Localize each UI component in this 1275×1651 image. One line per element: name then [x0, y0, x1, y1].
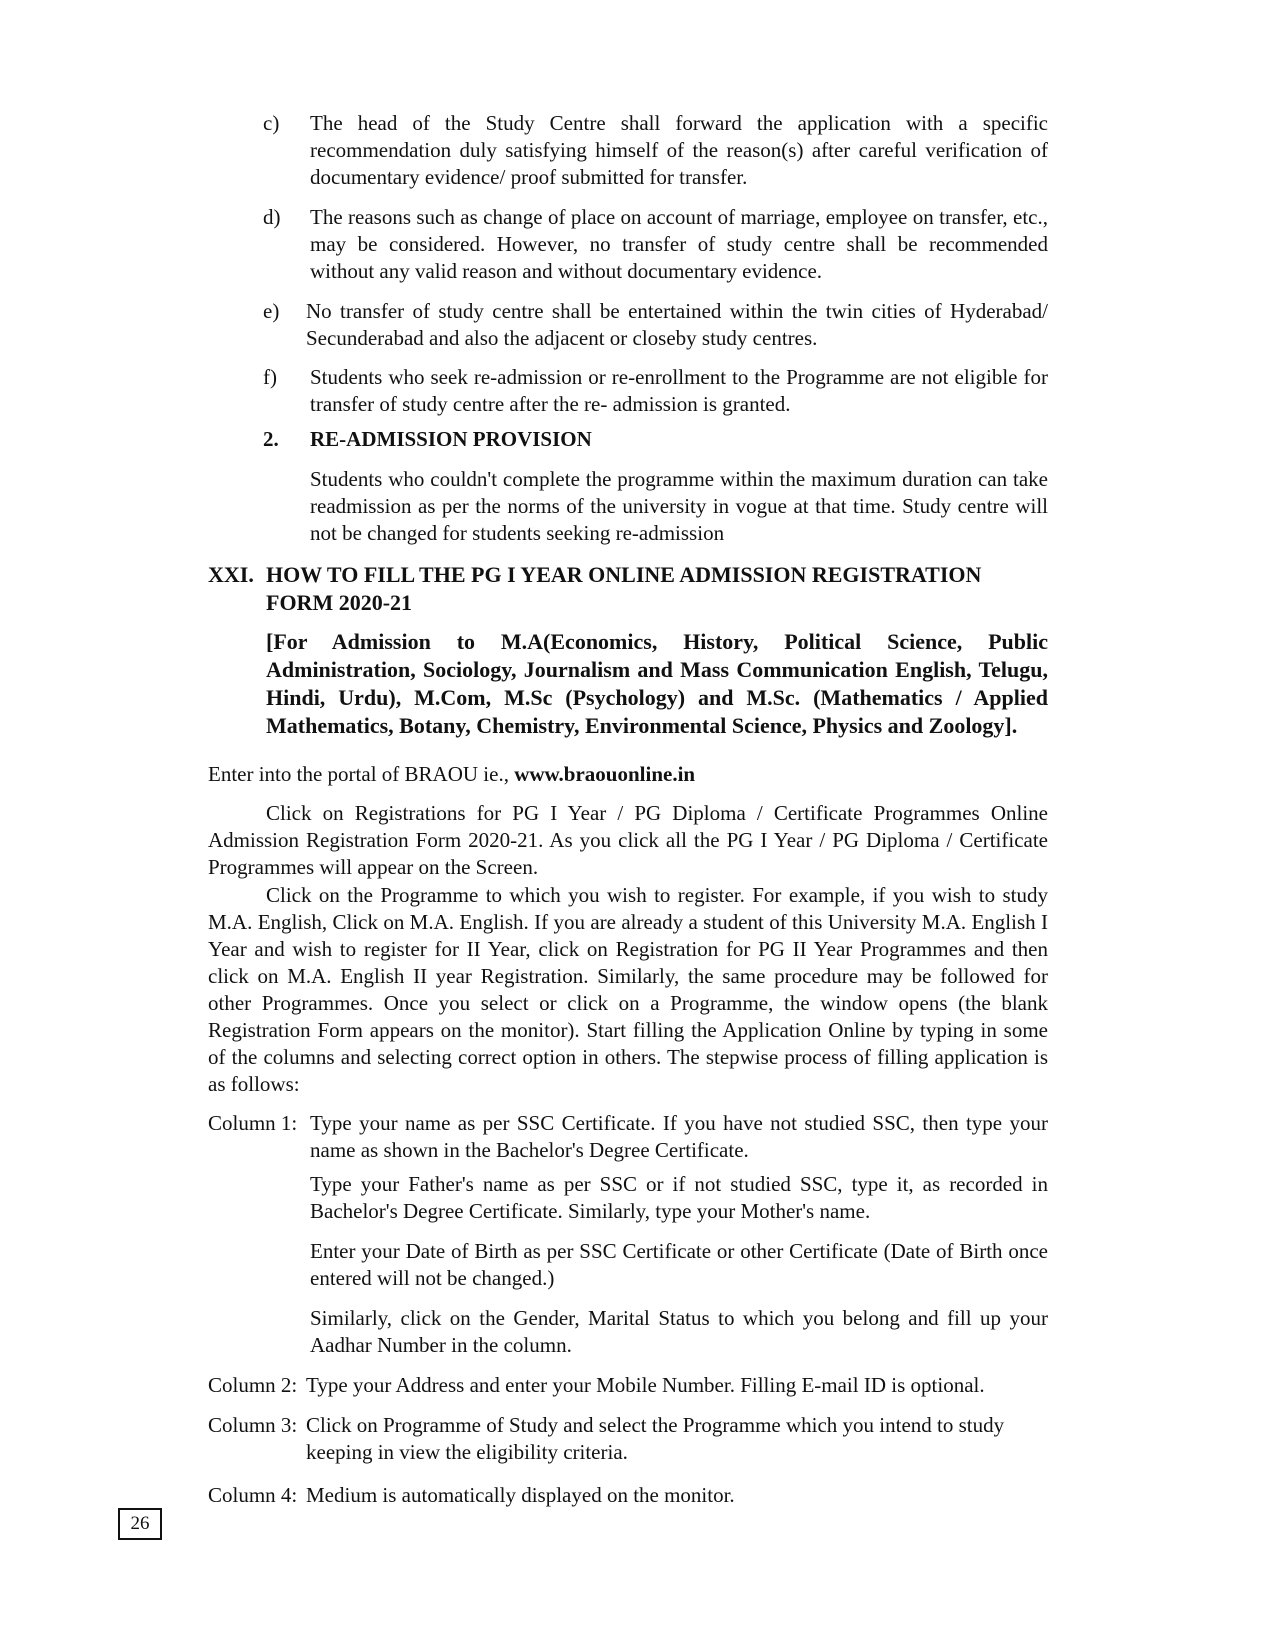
column-2-label: Column 2: — [208, 1373, 298, 1397]
paragraph-programme-selection: Click on the Programme to which you wish to register. For example, if you wish to study M.A. English, Click on M.A. English. If you are already a student of this University M.A. English I Year and wish to register for II Year, click on Registration for PG II Year Programmes and then click on M.A. English II year Registration. Similarly, the same procedure may be followed for other Programmes. Once you select or click on a Programme, the window opens (the blank Registration Form appears on the monitor). Start filling the Application Online by typing in some of the columns and selecting correct option in others. The stepwise process of filling application is as follows: — [208, 883, 1048, 1096]
page-number: 26 — [118, 1508, 162, 1540]
section-xxi-number: XXI. — [208, 562, 254, 587]
column-1-text-parents: Type your Father's name as per SSC or if not studied SSC, type it, as recorded in Bachelor's Degree Certificate. Similarly, type your Mother's name. — [310, 1172, 1048, 1223]
item-marker-d: d) — [263, 205, 281, 229]
item-text-c: The head of the Study Centre shall forward the application with a specific recommendation duly satisfying himself of the reason(s) after careful verification of documentary evidence/ proof submitted for transfer. — [310, 111, 1048, 189]
item-marker-f: f) — [263, 365, 277, 389]
item-text-d: The reasons such as change of place on account of marriage, employee on transfer, etc., may be considered. However, no transfer of study centre shall be recommended without any valid reason and without documentary evidence. — [310, 205, 1048, 283]
readmission-text: Students who couldn't complete the programme within the maximum duration can take readmission as per the norms of the university in vogue at that time. Study centre will not be changed for students seeking re-admission — [310, 467, 1048, 545]
column-1-text-name: Type your name as per SSC Certificate. If you have not studied SSC, then type your name as shown in the Bachelor's Degree Certificate. — [310, 1111, 1048, 1162]
readmission-number: 2. — [263, 427, 279, 451]
column-3-label: Column 3: — [208, 1413, 298, 1437]
item-text-e: No transfer of study centre shall be entertained within the twin cities of Hyderabad/ Secunderabad and also the adjacent or closeby study centres. — [306, 299, 1048, 350]
portal-prefix: Enter into the portal of BRAOU ie., — [208, 762, 515, 786]
column-1-text-gender: Similarly, click on the Gender, Marital Status to which you belong and fill up your Aadhar Number in the column. — [310, 1306, 1048, 1357]
section-xxi-title-line2: FORM 2020-21 — [266, 590, 413, 615]
column-3-text: Click on Programme of Study and select the Programme which you intend to study keeping in view the eligibility criteria. — [306, 1413, 1005, 1464]
column-2-text: Type your Address and enter your Mobile Number. Filling E-mail ID is optional. — [306, 1373, 985, 1397]
paragraph-registrations: Click on Registrations for PG I Year / PG Diploma / Certificate Programmes Online Admission Registration Form 2020-21. As you click all the PG I Year / PG Diploma / Certificate Programmes will appear on the Screen. — [208, 801, 1048, 879]
item-marker-e: e) — [263, 299, 280, 323]
column-4-text: Medium is automatically displayed on the monitor. — [306, 1483, 735, 1507]
section-xxi-subtitle: [For Admission to M.A(Economics, History, Political Science, Public Administration, Sociology, Journalism and Mass Communication English, Telugu, Hindi, Urdu), M.Com, M.Sc (Psychology) and M.Sc. (Mathematics / Applied Mathematics, Botany, Chemistry, Environmental Science, Physics and Zoology]. — [266, 629, 1048, 738]
column-1-label: Column 1: — [208, 1111, 298, 1135]
readmission-title: RE-ADMISSION PROVISION — [310, 427, 592, 451]
column-4-label: Column 4: — [208, 1483, 298, 1507]
column-1-text-dob: Enter your Date of Birth as per SSC Certificate or other Certificate (Date of Birth once entered will not be changed.) — [310, 1239, 1048, 1290]
item-text-f: Students who seek re-admission or re-enrollment to the Programme are not eligible for transfer of study centre after the re- admission is granted. — [310, 365, 1048, 416]
portal-line — [208, 761, 1048, 788]
portal-url-link[interactable]: www.braouonline.in — [514, 762, 696, 786]
item-marker-c: c) — [263, 111, 280, 135]
section-xxi-title-line1: HOW TO FILL THE PG I YEAR ONLINE ADMISSION REGISTRATION — [266, 562, 982, 587]
